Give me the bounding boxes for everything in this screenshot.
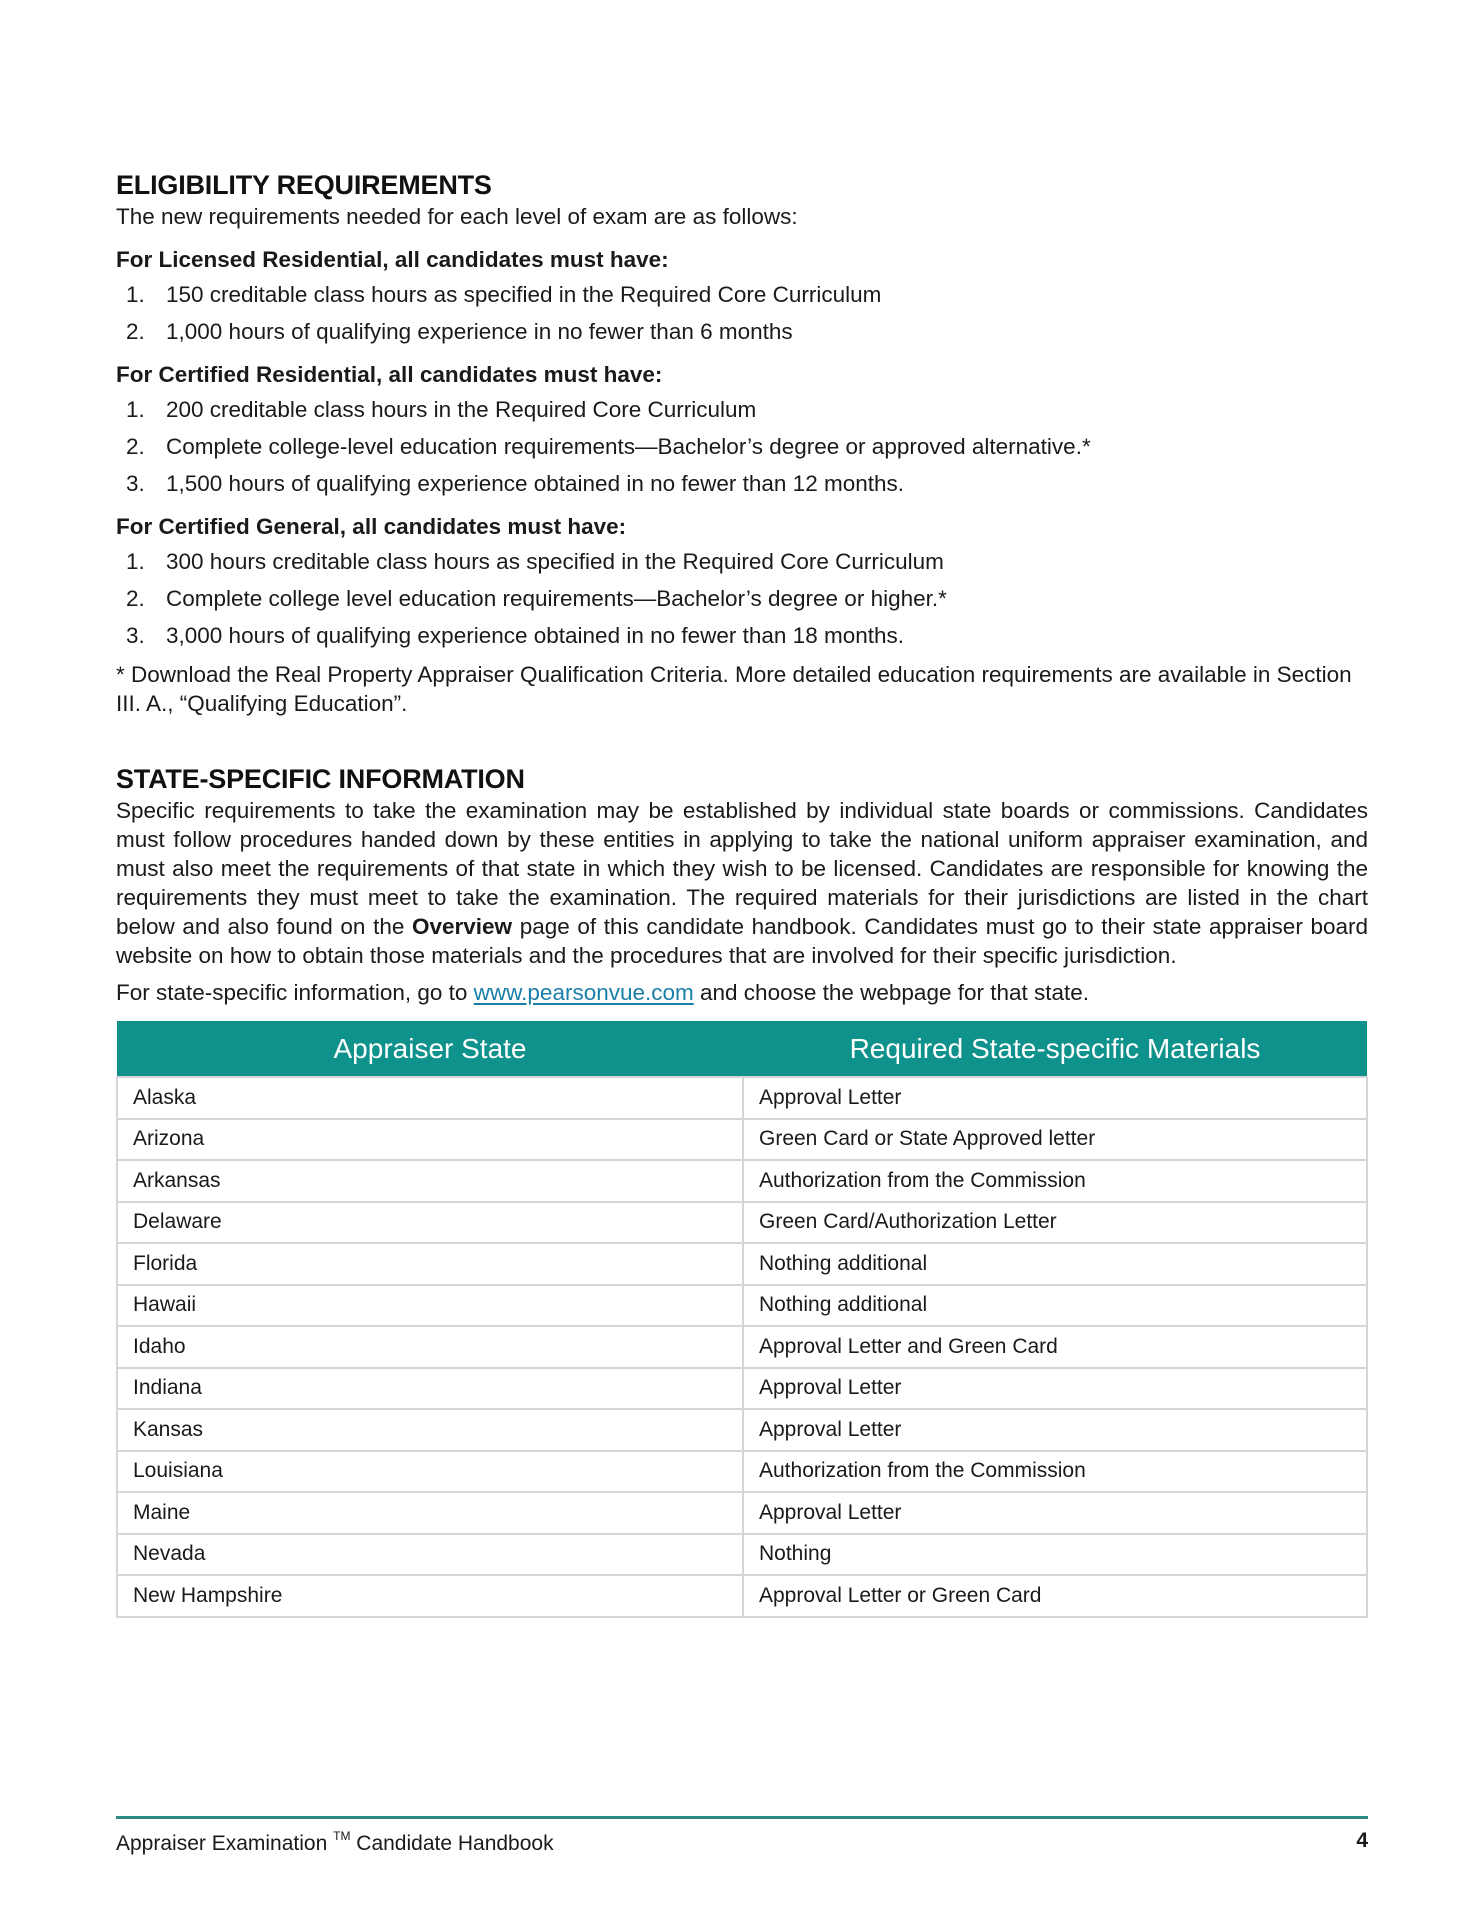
- state-cell: Nevada: [117, 1534, 743, 1576]
- requirement-list: [116, 395, 1368, 498]
- group-title: For Certified General, all candidates must have:: [116, 514, 627, 539]
- table-row: [117, 1202, 1367, 1244]
- list-text: 1,500 hours of qualifying experience obtained in no fewer than 12 months.: [166, 471, 904, 496]
- state-cell: Arkansas: [117, 1160, 743, 1202]
- list-text: 1,000 hours of qualifying experience in no fewer than 6 months: [166, 319, 793, 344]
- materials-cell: Authorization from the Commission: [743, 1451, 1367, 1493]
- link-paragraph: [116, 978, 1368, 1007]
- group-certified-general: [116, 512, 1368, 650]
- materials-cell: Authorization from the Commission: [743, 1160, 1367, 1202]
- list-item: [116, 469, 1368, 498]
- table-row: [117, 1575, 1367, 1617]
- state-cell: Delaware: [117, 1202, 743, 1244]
- column-header-materials: Required State-specific Materials: [743, 1021, 1367, 1077]
- page-content: [116, 168, 1368, 1618]
- list-text: 200 creditable class hours in the Required Core Curriculum: [166, 397, 757, 422]
- table-row: [117, 1492, 1367, 1534]
- materials-cell: Approval Letter and Green Card: [743, 1326, 1367, 1368]
- list-number: 3.: [126, 623, 145, 648]
- state-cell: Louisiana: [117, 1451, 743, 1493]
- footer-rule: [116, 1816, 1368, 1819]
- state-cell: New Hampshire: [117, 1575, 743, 1617]
- group-title: For Licensed Residential, all candidates must have:: [116, 247, 669, 272]
- materials-cell: Approval Letter: [743, 1409, 1367, 1451]
- materials-cell: Approval Letter: [743, 1368, 1367, 1410]
- list-number: 2.: [126, 319, 145, 344]
- table-row: [117, 1160, 1367, 1202]
- materials-cell: Approval Letter: [743, 1492, 1367, 1534]
- group-title: For Certified Residential, all candidates must have:: [116, 362, 663, 387]
- table-row: [117, 1368, 1367, 1410]
- list-text: 3,000 hours of qualifying experience obtained in no fewer than 18 months.: [166, 623, 904, 648]
- link-suffix: and choose the webpage for that state.: [693, 980, 1090, 1005]
- list-item: [116, 432, 1368, 461]
- eligibility-heading: ELIGIBILITY REQUIREMENTS: [116, 170, 492, 200]
- group-certified-residential: [116, 360, 1368, 498]
- list-item: [116, 317, 1368, 346]
- paragraph-text: page of this candidate handbook. Candidates must go to their state appraiser board website on how to obtain those materials and the procedures that are involved for their specific jurisdiction.: [116, 914, 1368, 968]
- table-row: [117, 1077, 1367, 1119]
- requirement-list: [116, 547, 1368, 650]
- table-row: [117, 1409, 1367, 1451]
- list-number: 1.: [126, 549, 145, 574]
- group-licensed-residential: [116, 245, 1368, 346]
- table-header-row: [117, 1021, 1367, 1077]
- materials-cell: Green Card/Authorization Letter: [743, 1202, 1367, 1244]
- list-number: 1.: [126, 282, 145, 307]
- materials-cell: Approval Letter: [743, 1077, 1367, 1119]
- list-item: [116, 280, 1368, 309]
- footer-title-text: Candidate Handbook: [350, 1832, 554, 1855]
- list-text: 300 hours creditable class hours as specified in the Required Core Curriculum: [166, 549, 944, 574]
- list-text: 150 creditable class hours as specified in the Required Core Curriculum: [166, 282, 882, 307]
- list-number: 1.: [126, 397, 145, 422]
- state-specific-heading: STATE-SPECIFIC INFORMATION: [116, 764, 525, 794]
- materials-cell: Green Card or State Approved letter: [743, 1119, 1367, 1161]
- requirement-list: [116, 280, 1368, 346]
- materials-cell: Nothing additional: [743, 1285, 1367, 1327]
- state-cell: Hawaii: [117, 1285, 743, 1327]
- table-row: [117, 1119, 1367, 1161]
- footer-title: [116, 1829, 554, 1856]
- table-row: [117, 1285, 1367, 1327]
- state-cell: Arizona: [117, 1119, 743, 1161]
- state-cell: Florida: [117, 1243, 743, 1285]
- table-row: [117, 1243, 1367, 1285]
- trademark-symbol: TM: [333, 1829, 351, 1843]
- footnote: * Download the Real Property Appraiser Qualification Criteria. More detailed education requirements are available in Section III. A., “Qualifying Education”.: [116, 662, 1352, 716]
- state-cell: Kansas: [117, 1409, 743, 1451]
- list-number: 2.: [126, 434, 145, 459]
- page-footer: [116, 1816, 1368, 1856]
- table-row: [117, 1326, 1367, 1368]
- table-row: [117, 1451, 1367, 1493]
- list-item: [116, 395, 1368, 424]
- state-cell: Maine: [117, 1492, 743, 1534]
- paragraph-text: Specific requirements to take the examination may be established by individual state boards or commissions. Candidates must follow procedures handed down by these entities in applying to take the national uniform appraiser examination, and must also meet the requirements of that state in which they wish to be licensed. Candidates are responsible for knowing the requirements they must meet to take the examination. The required materials for their jurisdictions are listed in the chart below and also found on the: [116, 798, 1368, 939]
- page-number: 4: [1356, 1829, 1368, 1852]
- link-prefix: For state-specific information, go to: [116, 980, 474, 1005]
- list-text: Complete college-level education requirements—Bachelor’s degree or approved alternative.*: [166, 434, 1091, 459]
- state-specific-paragraph: [116, 796, 1368, 970]
- state-cell: Indiana: [117, 1368, 743, 1410]
- list-number: 2.: [126, 586, 145, 611]
- pearsonvue-link[interactable]: www.pearsonvue.com: [473, 980, 694, 1005]
- list-item: [116, 621, 1368, 650]
- state-cell: Idaho: [117, 1326, 743, 1368]
- eligibility-intro: The new requirements needed for each level of exam are as follows:: [116, 204, 798, 229]
- list-text: Complete college level education requirements—Bachelor’s degree or higher.*: [166, 586, 947, 611]
- list-item: [116, 584, 1368, 613]
- materials-cell: Approval Letter or Green Card: [743, 1575, 1367, 1617]
- materials-cell: Nothing: [743, 1534, 1367, 1576]
- column-header-state: Appraiser State: [117, 1021, 743, 1077]
- list-item: [116, 547, 1368, 576]
- footer-title-text: Appraiser Examination: [116, 1832, 334, 1855]
- materials-cell: Nothing additional: [743, 1243, 1367, 1285]
- table-row: [117, 1534, 1367, 1576]
- state-materials-table: [116, 1021, 1368, 1618]
- state-cell: Alaska: [117, 1077, 743, 1119]
- list-number: 3.: [126, 471, 145, 496]
- overview-bold: Overview: [411, 914, 513, 939]
